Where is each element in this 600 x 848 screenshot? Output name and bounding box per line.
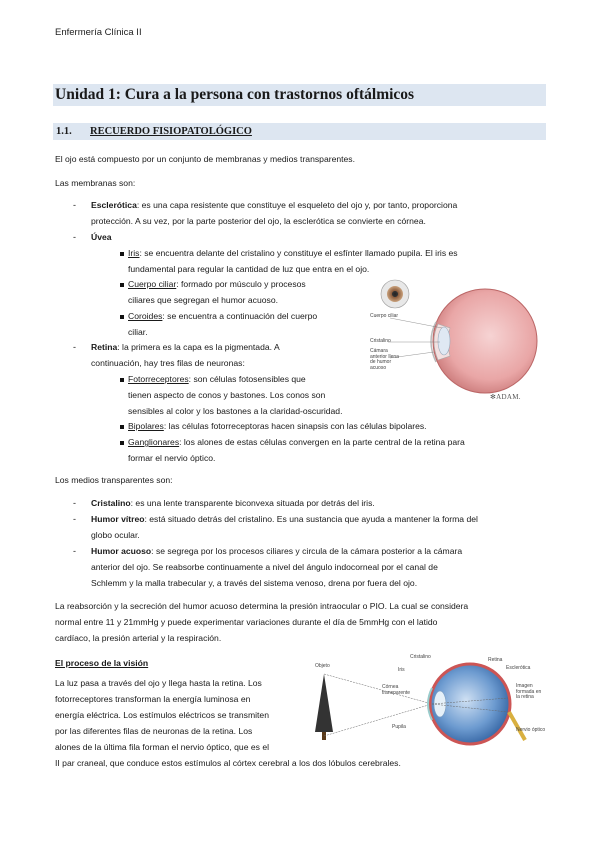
bullet-square	[120, 283, 124, 287]
unit-title: Unidad 1: Cura a la persona con trastornos oftálmicos	[53, 84, 546, 106]
esclerotica-line1: Esclerótica: es una capa resistente que constituye el esqueleto del ojo y, por tanto, proporciona	[91, 200, 458, 210]
term-uvea: Úvea	[91, 232, 112, 242]
iris-line2: fundamental para regular la cantidad de luz que entra en el ojo.	[128, 264, 370, 274]
label-nervio: Nervio óptico	[516, 727, 546, 733]
label-retina: Retina	[488, 657, 503, 663]
retina-line2: continuación, hay tres filas de neuronas:	[91, 358, 245, 368]
term-humor-acuoso: Humor acuoso	[91, 546, 152, 556]
bullet-dash: -	[73, 546, 76, 556]
term-iris: Iris	[128, 248, 140, 258]
membranes-intro: Las membranas son:	[55, 178, 136, 188]
bullet-square	[120, 378, 124, 382]
cuerpo-ciliar-line2: ciliares que segregan el humor acuoso.	[128, 295, 279, 305]
vision-line3: energía eléctrica. Los estímulos eléctricos se transmiten	[55, 710, 269, 720]
label-iris: Iris	[398, 667, 405, 673]
running-header: Enfermería Clínica II	[55, 27, 142, 38]
vision-line5: alones de la última fila forman el nervio óptico, que es el	[55, 742, 270, 752]
label-esclerotica: Esclerótica	[506, 665, 531, 671]
coroides-line2: ciliar.	[128, 327, 148, 337]
ganglionares-line2: formar el nervio óptico.	[128, 453, 216, 463]
bullet-dash: -	[73, 342, 76, 352]
humor-vitreo-line2: globo ocular.	[91, 530, 140, 540]
retina-line1: Retina: la primera es la capa es la pigmentada. A	[91, 342, 280, 352]
term-ganglionares: Ganglionares	[128, 437, 180, 447]
adam-credit: ✻ADAM.	[490, 393, 521, 401]
term-bipolares: Bipolares	[128, 421, 164, 431]
humor-acuoso-line1: Humor acuoso: se segrega por los procesos ciliares y circula de la cámara posterior a la cámara	[91, 546, 463, 556]
bipolares-line1: Bipolares: las células fotorreceptoras hacen sinapsis con las células bipolares.	[128, 421, 427, 431]
term-coroides: Coroides	[128, 311, 163, 321]
intro-paragraph: El ojo está compuesto por un conjunto de membranas y medios transparentes.	[55, 154, 355, 164]
vision-line2: fotorreceptores transforman la energía luminosa en	[55, 694, 251, 704]
term-cuerpo-ciliar: Cuerpo ciliar	[128, 279, 177, 289]
bullet-dash: -	[73, 498, 76, 508]
esclerotica-line2: protección. A su vez, por la parte posterior del ojo, la esclerótica se convierte en córnea.	[91, 216, 426, 226]
fotorreceptores-line2: tienen aspecto de conos y bastones. Los conos son	[128, 390, 326, 400]
label-cuerpo-ciliar: Cuerpo ciliar	[370, 313, 399, 319]
pio-line1: La reabsorción y la secreción del humor acuoso determina la presión intraocular o PIO. La cual se considera	[55, 601, 469, 611]
vision-line1: La luz pasa a través del ojo y llega hasta la retina. Los	[55, 678, 262, 688]
label-pupila: Pupila	[392, 724, 406, 730]
label-cristalino-2: Cristalino	[410, 654, 431, 660]
term-fotorreceptores: Fotorreceptores	[128, 374, 189, 384]
humor-acuoso-line2: anterior del ojo. Se reabsorbe continuamente a nivel del ángulo indocorneal por el canal de	[91, 562, 438, 572]
section-title: RECUERDO FISIOPATOLÓGICO	[90, 126, 252, 137]
vision-line6: II par craneal, que conduce estos estímulos al córtex cerebral a los dos lóbulos cerebrales.	[55, 758, 401, 768]
eye-anatomy-figure	[360, 276, 550, 406]
vision-process-figure	[310, 652, 550, 752]
media-intro: Los medios transparentes son:	[55, 475, 173, 485]
pio-line2: normal entre 11 y 21mmHg y puede experimentar variaciones durante el día de 5mmHg con el latido	[55, 617, 438, 627]
cristalino-line1: Cristalino: es una lente transparente biconvexa situada por detrás del iris.	[91, 498, 375, 508]
label-cristalino: Cristalino	[370, 338, 391, 344]
humor-vitreo-line1: Humor vítreo: está situado detrás del cristalino. Es una sustancia que ayuda a mantener la forma del	[91, 514, 478, 524]
ganglionares-line1: Ganglionares: los alones de estas células convergen en la parte central de la retina para	[128, 437, 465, 447]
bullet-dash: -	[73, 514, 76, 524]
cuerpo-ciliar-line1: Cuerpo ciliar: formado por músculo y procesos	[128, 279, 306, 289]
term-esclerotica: Esclerótica	[91, 200, 137, 210]
vision-title: El proceso de la visión	[55, 658, 149, 668]
bullet-dash: -	[73, 200, 76, 210]
section-number: 1.1.	[56, 126, 72, 137]
term-humor-vitreo: Humor vítreo	[91, 514, 145, 524]
section-heading	[53, 123, 546, 140]
label-cornea: Córnea transparente	[382, 684, 411, 696]
bullet-square	[120, 441, 124, 445]
bullet-dash: -	[73, 232, 76, 242]
humor-acuoso-line3: Schlemm y la malla trabecular y, a través del sistema venoso, drena por fuera del ojo.	[91, 578, 418, 588]
label-camara-anterior: Cámara anterior llena de humor acuoso	[370, 348, 399, 371]
label-objeto: Objeto	[315, 663, 330, 669]
pio-line3: cardíaco, la presión arterial y la respiración.	[55, 633, 222, 643]
term-cristalino: Cristalino	[91, 498, 131, 508]
bullet-square	[120, 252, 124, 256]
fotorreceptores-line3: sensibles al color y los bastones a la claridad-oscuridad.	[128, 406, 343, 416]
label-imagen: Imagen formada en la retina	[516, 683, 542, 700]
bullet-square	[120, 315, 124, 319]
coroides-line1: Coroides: se encuentra a continuación del cuerpo	[128, 311, 318, 321]
vision-line4: por las diferentes filas de neuronas de la retina. Los	[55, 726, 253, 736]
fotorreceptores-line1: Fotorreceptores: son células fotosensibles que	[128, 374, 306, 384]
bullet-square	[120, 425, 124, 429]
iris-line1: Iris: se encuentra delante del cristalino y constituye el esfínter llamado pupila. El iris es	[128, 248, 458, 258]
term-retina: Retina	[91, 342, 118, 352]
